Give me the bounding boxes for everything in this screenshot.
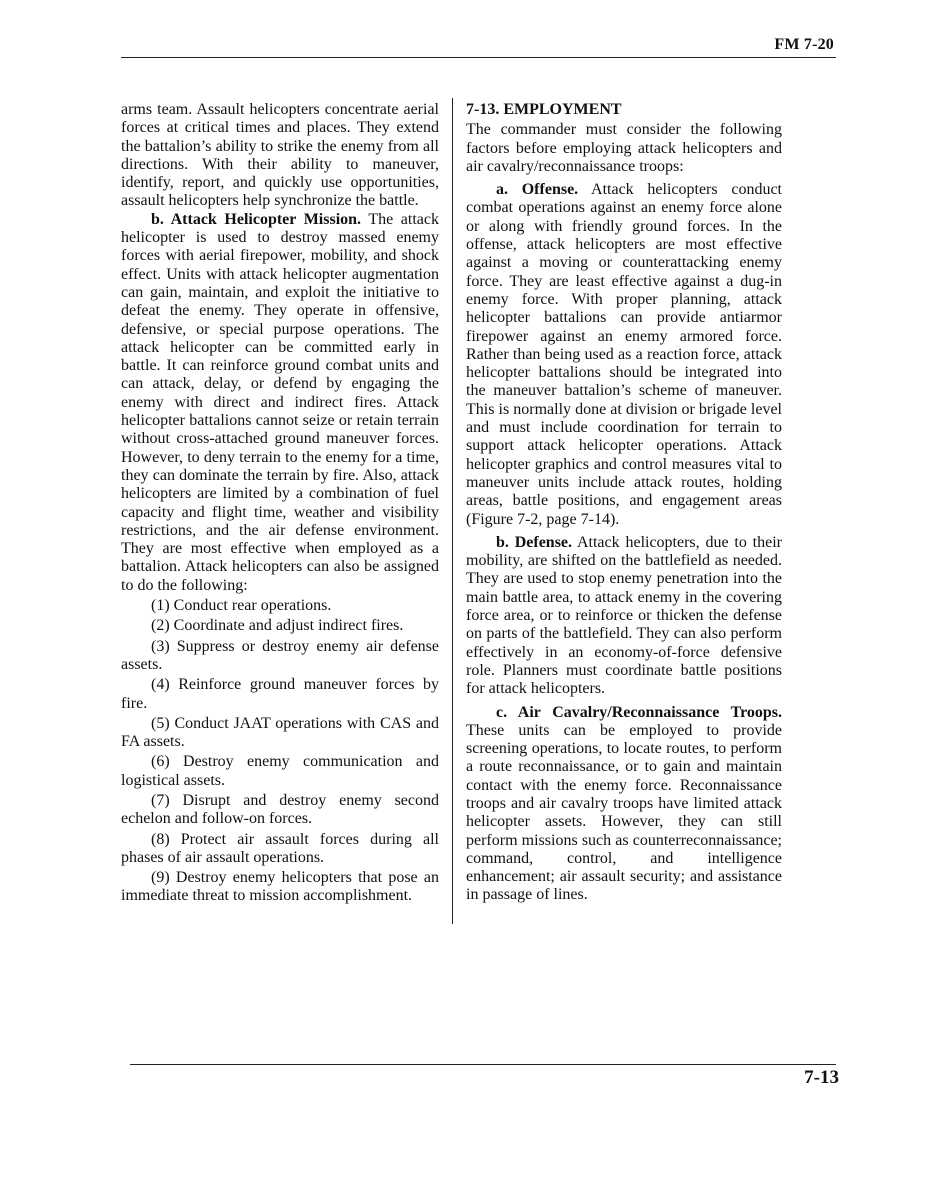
attack-helicopter-mission-paragraph: [121, 211, 439, 595]
list-item: (6) Destroy enemy communication and logistical assets.: [121, 753, 439, 789]
list-item: (5) Conduct JAAT operations with CAS and FA assets.: [121, 714, 439, 751]
offense-heading: a. Offense.: [496, 181, 579, 199]
list-item: (4) Reinforce ground maneuver forces by fire.: [121, 676, 439, 712]
air-cavalry-text: These units can be employed to provide screening operations, to locate routes, to perform a route reconnaissance, or to gain and maintain contact with the enemy force. Reconnaissance troops and air cavalry troops have limited attack helicopter assets. However, they can still perform missions such as counterreconnaissance; command, control, and intelligence enhancement; air assault security; and assistance in passage of lines.: [466, 721, 782, 904]
defense-paragraph: [466, 534, 782, 699]
list-item: (2) Coordinate and adjust indirect fires.: [151, 617, 404, 635]
header-rule: [121, 57, 836, 58]
intro-paragraph: arms team. Assault helicopters concentrate aerial forces at critical times and places. They extend the battalion’s ability to strike the enemy from all directions. With their ability to maneuver, identify, report, and quickly use opportunities, assault helicopters help synchronize the battle.: [121, 101, 439, 210]
employment-intro: The commander must consider the following factors before employing attack helicopters and air cavalry/reconnaissance troops:: [466, 121, 782, 175]
defense-text: Attack helicopters, due to their mobility, are shifted on the battlefield as needed. They are used to stop enemy penetration into the main battle area, to attack enemy in the covering force area, or to reinforce or thicken the defense on parts of the battlefield. They can also perform effectively in an economy-of-force defensive role. Planners must coordinate battle positions for attack helicopters.: [466, 533, 783, 698]
list-item: (3) Suppress or destroy enemy air defense assets.: [121, 637, 439, 673]
section-title: 7-13. EMPLOYMENT: [466, 101, 622, 118]
defense-heading: b. Defense.: [496, 533, 573, 551]
list-item: (1) Conduct rear operations.: [151, 597, 332, 615]
column-divider: [452, 98, 453, 924]
manual-title: FM 7-20: [774, 36, 834, 53]
left-column: [121, 101, 439, 906]
right-column: [466, 101, 782, 905]
page-header: [0, 0, 930, 70]
list-item: (8) Protect air assault forces during all phases of air assault operations.: [121, 830, 439, 866]
air-cavalry-paragraph: [466, 704, 782, 905]
list-item: (9) Destroy enemy helicopters that pose an immediate threat to mission accomplishment.: [121, 869, 439, 905]
footer-rule: [130, 1064, 836, 1065]
attack-helicopter-mission-text: The attack helicopter is used to destroy massed enemy forces with aerial firepower, mobility, and shock effect. Units with attack helicopter augmentation can gain, maintain, and exploit the initiative to defeat the enemy. They operate in offensive, defensive, or special purpose operations. The attack helicopter can be committed early in battle. It can reinforce ground combat units and can attack, delay, or defend by engaging the enemy with direct and indirect fires. Attack helicopter battalions cannot seize or retain terrain without cross-attached ground maneuver forces. However, to deny terrain to the enemy for a time, they can dominate the terrain by fire. Also, attack helicopters are limited by a combination of fuel capacity and flight time, weather and visibility restrictions, and the air defense environment. They are most effective when employed as a battalion. Attack helicopters can also be assigned to do the following:: [121, 210, 439, 594]
attack-helicopter-mission-heading: b. Attack Helicopter Mission.: [151, 210, 362, 228]
air-cavalry-heading: c. Air Cavalry/Reconnaissance Troops.: [496, 703, 782, 721]
offense-text: Attack helicopters conduct combat operations against an enemy force alone or along with friendly ground forces. In the offense, attack helicopters are most effective against a moving or counterattacking enemy force. They are least effective against a dug-in enemy force. With proper planning, attack helicopter battalions can provide antiarmor firepower against an enemy armored force. Rather than being used as a reaction force, attack helicopter battalions should be integrated into the maneuver battalion’s scheme of maneuver. This is normally done at division or brigade level and must include coordination for terrain to support attack helicopter operations. Attack helicopter graphics and control measures vital to maneuver units include attack routes, holding areas, battle positions, and engagement areas (Figure 7-2, page 7-14).: [466, 181, 782, 528]
offense-paragraph: [466, 181, 782, 529]
list-item: (7) Disrupt and destroy enemy second echelon and follow-on forces.: [121, 791, 439, 828]
page-number: 7-13: [804, 1067, 839, 1088]
